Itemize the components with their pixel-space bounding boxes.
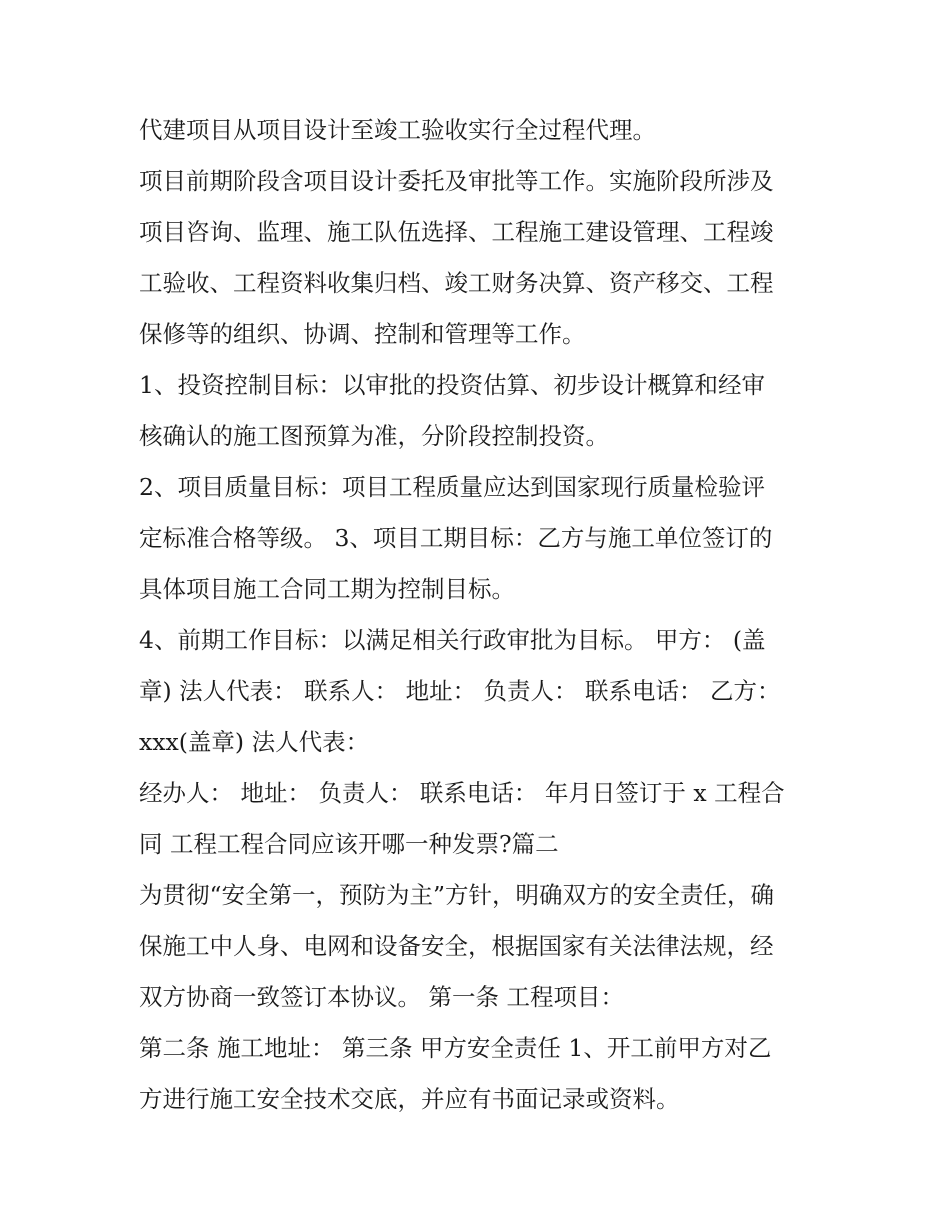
document-body <box>139 110 829 1130</box>
text-line: 保修等的组织、协调、控制和管理等工作。 <box>139 320 586 348</box>
text-line: 为贯彻“安全第一，预防为主”方针，明确双方的安全责任，确 <box>139 881 775 909</box>
text-line: 章) 法人代表： 联系人： 地址： 负责人： 联系电话： 乙方： <box>139 677 781 705</box>
text-line: 经办人： 地址： 负责人： 联系电话： 年月日签订于 x 工程合 <box>139 779 785 807</box>
text-line: 核确认的施工图预算为准，分阶段控制投资。 <box>139 422 609 450</box>
text-line: 方进行施工安全技术交底，并应有书面记录或资料。 <box>139 1085 680 1113</box>
text-line: 项目前期阶段含项目设计委托及审批等工作。实施阶段所涉及 <box>139 167 774 195</box>
text-line: 保施工中人身、电网和设备安全，根据国家有关法律法规，经 <box>139 932 774 960</box>
text-line: 1、投资控制目标：以审批的投资估算、初步设计概算和经审 <box>139 371 765 399</box>
text-line: 代建项目从项目设计至竣工验收实行全过程代理。 <box>139 116 656 144</box>
text-line: 具体项目施工合同工期为控制目标。 <box>139 575 515 603</box>
text-line: 工验收、工程资料收集归档、竣工财务决算、资产移交、工程 <box>139 269 774 297</box>
text-line: 2、项目质量目标：项目工程质量应达到国家现行质量检验评 <box>139 473 765 501</box>
text-line: xxx(盖章) 法人代表： <box>139 728 370 756</box>
text-line: 同 工程工程合同应该开哪一种发票?篇二 <box>139 830 559 858</box>
text-line: 第二条 施工地址： 第三条 甲方安全责任 1、开工前甲方对乙 <box>139 1034 772 1062</box>
text-line: 定标准合格等级。 3、项目工期目标：乙方与施工单位签订的 <box>139 524 773 552</box>
text-line: 双方协商一致签订本协议。 第一条 工程项目： <box>139 983 624 1011</box>
text-line: 4、前期工作目标：以满足相关行政审批为目标。 甲方： (盖 <box>139 626 766 654</box>
text-line: 项目咨询、监理、施工队伍选择、工程施工建设管理、工程竣 <box>139 218 774 246</box>
